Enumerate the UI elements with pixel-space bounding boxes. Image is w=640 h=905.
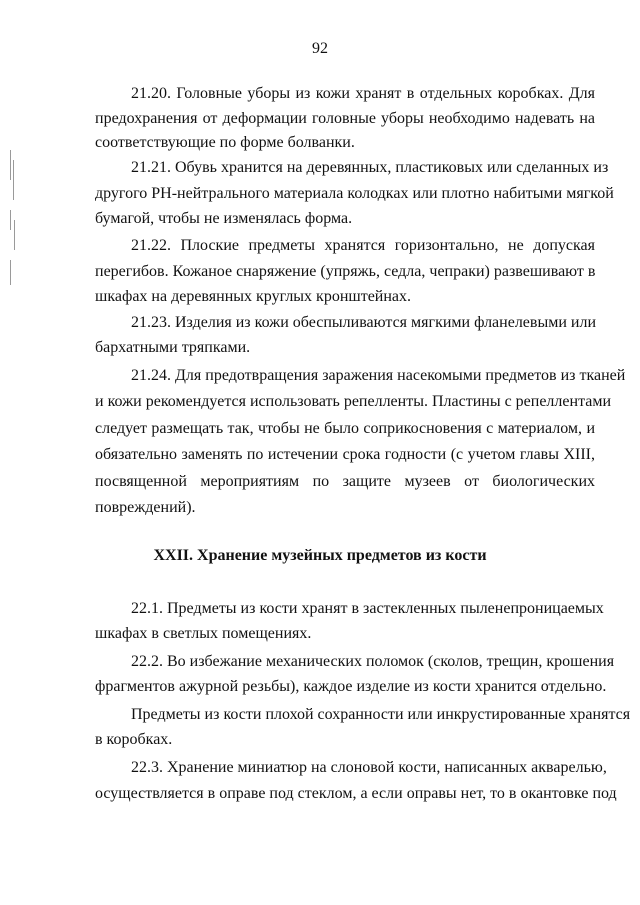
section-heading: XXII. Хранение музейных предметов из кости xyxy=(153,547,487,564)
text-line: 22.2. Во избежание механических поломок (сколов, трещин, крошения xyxy=(131,653,615,670)
text-line: соответствующие по форме болванки. xyxy=(95,134,355,151)
text-line: другого РН-нейтрального материала колодках или плотно набитыми мягкой xyxy=(95,185,614,202)
text-line: в коробках. xyxy=(95,731,173,748)
text-line: посвященной мероприятиям по защите музеев от биологических xyxy=(95,473,595,490)
text-line: и кожи рекомендуется использовать репелленты. Пластины с репеллентами xyxy=(95,393,612,410)
text-line: шкафах в светлых помещениях. xyxy=(95,625,312,642)
text-line: осуществляется в оправе под стеклом, а если оправы нет, то в окантовке под xyxy=(95,785,617,802)
text-line: 21.24. Для предотвращения заражения насекомыми предметов из тканей xyxy=(131,367,626,384)
text-line: предохранения от деформации головные уборы необходимо надевать на xyxy=(95,110,595,127)
text-line: 21.23. Изделия из кожи обеспыливаются мягкими фланелевыми или xyxy=(131,314,596,331)
text-line: 21.21. Обувь хранится на деревянных, пластиковых или сделанных из xyxy=(131,159,609,176)
text-line: 21.22. Плоские предметы хранятся горизонтально, не допуская xyxy=(131,237,595,254)
text-line: повреждений). xyxy=(95,499,196,516)
text-line: 22.3. Хранение миниатюр на слоновой кости, написанных акварелью, xyxy=(131,759,607,776)
text-line: фрагментов ажурной резьбы), каждое изделие из кости хранится отдельно. xyxy=(95,678,607,695)
page-number: 92 xyxy=(312,40,328,57)
text-line: обязательно заменять по истечении срока годности (с учетом главы XIII, xyxy=(95,446,595,463)
text-line: бумагой, чтобы не изменялась форма. xyxy=(95,210,353,227)
scan-margin-marks xyxy=(10,150,16,290)
text-line: 21.20. Головные уборы из кожи хранят в отдельных коробках. Для xyxy=(131,85,595,102)
text-line: шкафах на деревянных круглых кронштейнах. xyxy=(95,288,412,305)
text-line: перегибов. Кожаное снаряжение (упряжь, седла, чепраки) развешивают в xyxy=(95,263,596,280)
text-line: бархатными тряпками. xyxy=(95,339,251,356)
text-line: следует размещать так, чтобы не было соприкосновения с материалом, и xyxy=(95,420,595,437)
text-line: Предметы из кости плохой сохранности или инкрустированные хранятся xyxy=(131,706,631,723)
text-line: 22.1. Предметы из кости хранят в застекленных пыленепроницаемых xyxy=(131,600,604,617)
